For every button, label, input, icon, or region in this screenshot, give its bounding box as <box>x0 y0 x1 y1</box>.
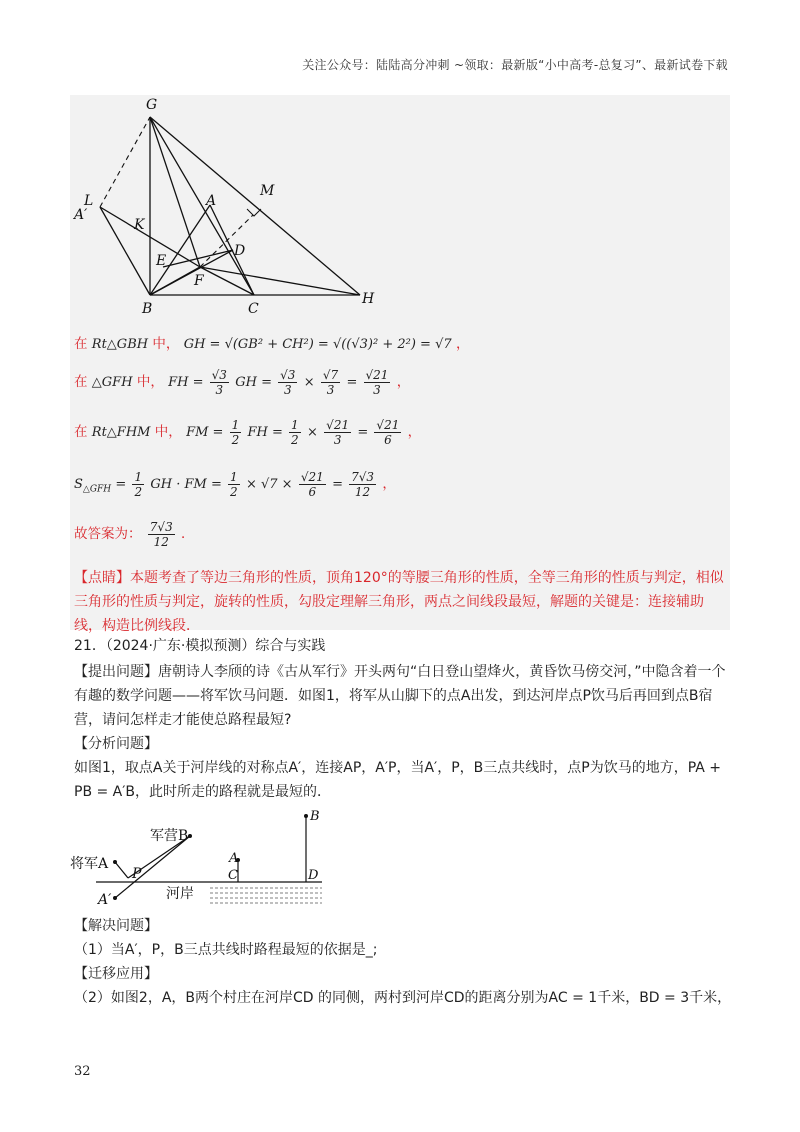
analyze-text: 如图1，取点A关于河岸线的对称点A′，连接AP，A′P，当A′，P，B三点共线时，点P为饮马的地方，PA + PB = A′B，此时所走的路程就是最短的． <box>74 760 722 800</box>
solution-line-3: 在 Rt△FHM 中， FM = $\frac{1}{2}$ FH = $\frac{1}{2}$ × $\frac{√21}{3}$ = $\frac{√21}{6}$ ， <box>74 418 422 447</box>
label-a: A <box>206 193 217 209</box>
label-d: D <box>234 243 246 259</box>
analyze-title: 【分析问题】 <box>74 736 158 752</box>
fig2-c-label: C <box>228 868 238 883</box>
problem-number: 21．（2024·广东·模拟预测）综合与实践 <box>74 638 326 654</box>
label-c: C <box>248 301 259 317</box>
fig1-river-label: 河岸 <box>166 886 194 902</box>
gh-expression: GH = √(GB² + CH²) = √((√3)² + 2²) = √7 <box>183 337 452 352</box>
question-2: （2）如图2，A，B两个村庄在河岸CD 的同侧，两村到河岸CD的距离分别为AC = 1千米，BD = 3千米， <box>74 990 732 1006</box>
fig2-d-label: D <box>308 868 319 883</box>
fig1-camp-label: 军营B <box>150 828 189 844</box>
geometry-figure <box>70 95 390 320</box>
label-m: M <box>260 183 275 199</box>
fig1-a-prime-label: A′ <box>98 892 112 908</box>
label-f: F <box>194 273 204 289</box>
fig2-b-label: B <box>310 809 320 824</box>
solution-line-2: 在 △GFH 中， FH = $\frac{√3}{3}$ GH = $\frac{√3}{3}$ × $\frac{√7}{3}$ = $\frac{√21}{3}$ ， <box>74 368 411 397</box>
label-b: B <box>142 301 153 317</box>
raise-question: 【提出问题】唐朝诗人李颀的诗《古从军行》开头两句“白日登山望烽火，黄昏饮马傍交河，”中隐含着一个有趣的数学问题——将军饮马问题．如图1，将军从山脚下的点A出发，到达河岸点P饮马后再回到点B宿营，请问怎样走才能使总路程最短? <box>74 664 726 728</box>
page-header: 关注公众号：陆陆高分冲刺 ~领取：最新版“小中高考-总复习”、最新试卷下载 <box>302 58 728 72</box>
page-number: 32 <box>74 1064 91 1079</box>
fig1-p-label: P <box>132 866 142 882</box>
solve-title: 【解决问题】 <box>74 918 158 934</box>
label-l: L <box>84 193 94 209</box>
answer-line: 故答案为： $\frac{7√3}{12}$ ． <box>74 520 195 549</box>
label-a-prime: A′ <box>74 207 88 223</box>
question-1: （1）当A′，P，B三点共线时路程最短的依据是_; <box>74 942 378 958</box>
solution-line-1: 在 Rt△GBH 中， GH = √(GB² + CH²) = √((√3)² + 2²) = √7 ， <box>74 336 470 352</box>
fig2-a-label: A <box>229 851 239 866</box>
label-h: H <box>362 291 375 307</box>
label-e: E <box>156 253 167 269</box>
review-note: 【点睛】本题考查了等边三角形的性质，顶角120°的等腰三角形的性质，全等三角形的性质与判定，相似三角形的性质与判定，旋转的性质，勾股定理解三角形，两点之间线段最短，解题的关键是：连接辅助线，构造比例线段． <box>74 570 724 634</box>
label-k: K <box>134 217 145 233</box>
river-figures <box>70 806 350 914</box>
fig1-general-label: 将军A <box>70 856 109 872</box>
migrate-title: 【迁移应用】 <box>74 966 158 982</box>
solution-line-4: $S_{\triangle GFH}$ = $\frac{1}{2}$ GH · FM = $\frac{1}{2}$ × √7 × $\frac{√21}{6}$ = $\frac{7√3}{12}$ ， <box>74 470 396 499</box>
label-g: G <box>146 97 158 113</box>
